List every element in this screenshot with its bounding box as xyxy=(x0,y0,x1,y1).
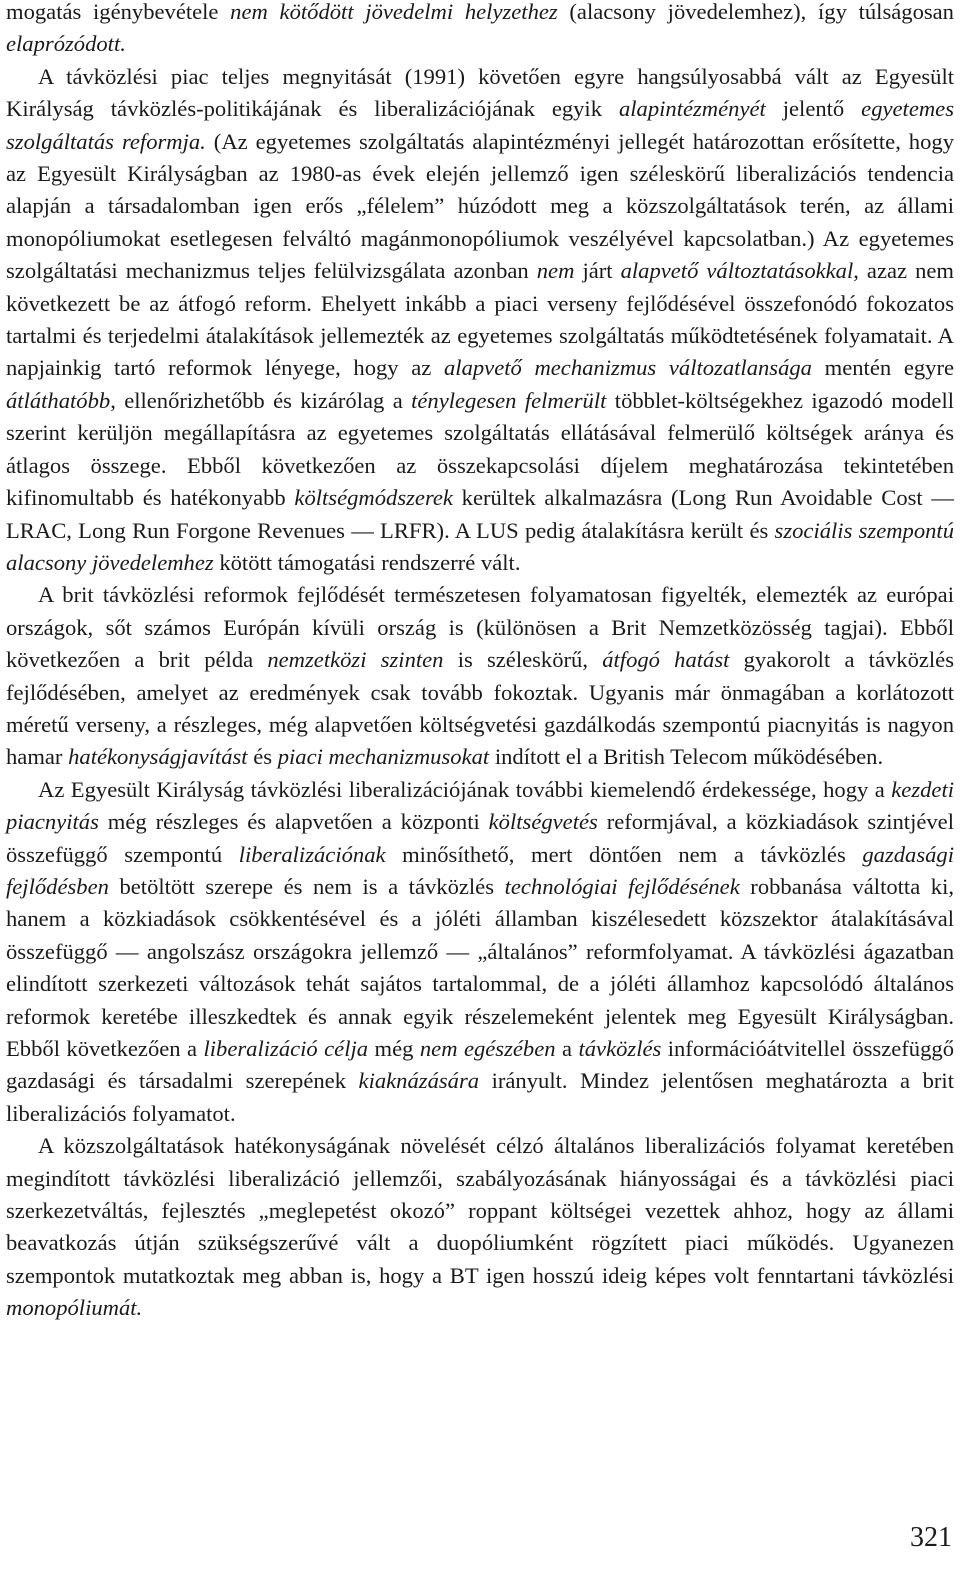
paragraph xyxy=(6,579,954,773)
text-run: reformjával, a közkiadások szintjével összefüggő szempontú xyxy=(6,809,954,867)
italic-text: nem egészében xyxy=(419,1036,556,1061)
italic-text: alapvető mechanizmus változatlansága xyxy=(444,355,812,381)
italic-text: távközlés xyxy=(578,1036,662,1061)
text-run: még xyxy=(368,1036,420,1061)
italic-text: alapvető változtatásokkal xyxy=(620,258,854,284)
text-run: Az Egyesült Királyság távközlési liberalizációjának további kiemelendő érdekessége, hogy a xyxy=(38,776,892,802)
italic-text: átláthatóbb xyxy=(6,387,111,413)
text-run: A távközlési piac teljes megnyitását (1991) követően egyre hangsúlyosabbá vált az Egyesült Királyság távközlés-politikájának és liberalizációjának egyik xyxy=(6,63,954,122)
italic-text: kiaknázására xyxy=(358,1068,480,1094)
italic-text: nem xyxy=(536,258,575,284)
italic-text: hatékonyságjavítást xyxy=(68,744,248,770)
text-run: mentén egyre xyxy=(811,355,954,381)
paragraph xyxy=(6,1130,954,1324)
text-run: indított el a British Telecom működésében. xyxy=(489,744,884,770)
text-run: a xyxy=(555,1036,579,1061)
italic-text: gazdasági fejlődésben xyxy=(6,841,954,899)
paragraph xyxy=(6,61,954,580)
text-run: járt xyxy=(574,258,621,284)
page-body xyxy=(6,0,954,1325)
italic-text: technológiai fejlődésének xyxy=(504,873,740,899)
italic-text: alapintézményét xyxy=(618,96,766,122)
text-run: , azaz nem következett be az átfogó reform. Ehelyett inkább a piaci verseny fejlődésével összefonódó fokozatos tartalmi és terjedelmi átalakítások jellemezték az egyetemes szolgáltatás működtetésének folyamatait. A napjainkig tartó reformok lényege, hogy az xyxy=(6,258,954,381)
text-run xyxy=(268,0,280,24)
italic-text: költségmódszerek xyxy=(294,485,453,511)
italic-text: elaprózódott. xyxy=(6,31,126,57)
italic-text: átfogó hatást xyxy=(602,647,730,673)
text-run: mogatás igénybevétele xyxy=(6,0,231,24)
italic-text: piaci mechanizmusokat xyxy=(277,744,490,770)
text-run: kerültek alkalmazásra (Long Run Avoidable Cost — LRAC, Long Run Forgone Revenues — LRFR). A LUS pedig átalakításra került és xyxy=(6,485,954,543)
text-run: irányult. Mindez jelentősen meghatározta a brit liberalizációs folyamatot. xyxy=(6,1068,954,1126)
text-run: jelentő xyxy=(765,96,862,122)
text-run: többlet-költségekhez igazodó modell szerint kerüljön megállapításra az egyetemes szolgáltatás ellátásával felmerülő költségek aránya és átlagos összege. Ebből következően az összekapcsolási díjelem meghatározása tekintetében kifinomultabb és hatékonyabb xyxy=(6,387,955,511)
text-run: betöltött szerepe és nem is a távközlés xyxy=(108,873,505,899)
italic-text: kezdeti piacnyitás xyxy=(6,776,954,835)
italic-text: kötődött jövedelmi helyzethez xyxy=(279,0,558,24)
page-number: 321 xyxy=(910,1522,952,1553)
paragraph xyxy=(6,0,954,61)
italic-text: nemzetközi szinten xyxy=(267,647,444,673)
text-run: , ellenőrizhetőbb és kizárólag a xyxy=(110,387,412,413)
italic-text: nem xyxy=(230,0,268,24)
text-run: A közszolgáltatások hatékonyságának növelését célzó általános liberalizációs folyamat keretében megindított távközlési liberalizáció jellemzői, szabályozásának hiányosságai és a távközlési piaci szerkezetváltás, fejlesztés „meglepetést okozó” roppant költségei vezettek ahhoz, hogy az állami beavatkozás útján szükségszerűvé vált a duopóliumként rögzített piaci működés. Ugyanezen szempontok mutatkoztak meg abban is, hogy a BT igen hosszú ideig képes volt fenntartani távközlési xyxy=(6,1133,954,1288)
text-run: gyakorolt a távközlés fejlődésében, amelyet az eredmények csak tovább fokoztak. Ugyanis már önmagában a korlátozott méretű verseny, a részleges, még alapvetően költségvetési gazdálkodás szempontú piacnyitás is nagyon hamar xyxy=(6,647,955,770)
italic-text: szociális szempontú alacsony jövedelemhez xyxy=(6,517,955,575)
text-column xyxy=(6,0,954,1325)
text-run: minősíthető, mert döntően nem a távközlés xyxy=(385,841,863,867)
text-run: (alacsony jövedelemhez), így túlságosan xyxy=(557,0,954,24)
text-run: és xyxy=(247,744,278,770)
italic-text: költségvetés xyxy=(488,809,598,835)
text-run: információátvitellel összefüggő gazdasági és társadalmi szerepének xyxy=(6,1036,954,1094)
italic-text: liberalizációnak xyxy=(238,841,386,867)
text-run: A brit távközlési reformok fejlődését természetesen folyamatosan figyelték, elemezték az európai országok, sőt számos Európán kívüli ország is (különösen a Brit Nemzetközösség tagjai). Ebből következően a brit példa xyxy=(6,582,954,673)
italic-text: egyetemes szolgáltatás reformja. xyxy=(6,96,954,154)
text-run: még részleges és alapvetően a központi xyxy=(98,809,489,835)
text-run: robbanása váltotta ki, hanem a közkiadások csökkentésével és a jóléti államban kiszélesedett közszektor átalakításával összefüggő — angolszász országokra jellemző — „általános” reformfolyamat. A távközlési ágazatban elindított szerkezeti változások tehát sajátos tartalommal, de a jóléti államhoz kapcsolódó általános reformok keretébe illeszkedtek és annak egyik részelemeként jelentek meg Egyesült Királyságban. Ebből következően a xyxy=(6,873,955,1061)
text-run: (Az egyetemes szolgáltatás alapintézményi jellegét határozottan erősítette, hogy az Egyesült Királyságban az 1980-as évek elején jellemző igen széleskörű liberalizációs tendencia alapján a társadalomban igen erős „félelem” húzódott meg a közszolgáltatások terén, az állami monopóliumokat esetlegesen felváltó magánmonopóliumok veszélyével kapcsolatban.) Az egyetemes szolgáltatási mechanizmus teljes felülvizsgálata azonban xyxy=(6,128,954,284)
paragraph xyxy=(6,774,954,1130)
italic-text: liberalizáció célja xyxy=(203,1036,369,1061)
italic-text: ténylegesen felmerült xyxy=(411,387,607,413)
text-run: is széleskörű, xyxy=(443,647,603,673)
italic-text: monopóliumát. xyxy=(6,1295,143,1321)
text-run: kötött támogatási rendszerré vált. xyxy=(213,549,521,575)
